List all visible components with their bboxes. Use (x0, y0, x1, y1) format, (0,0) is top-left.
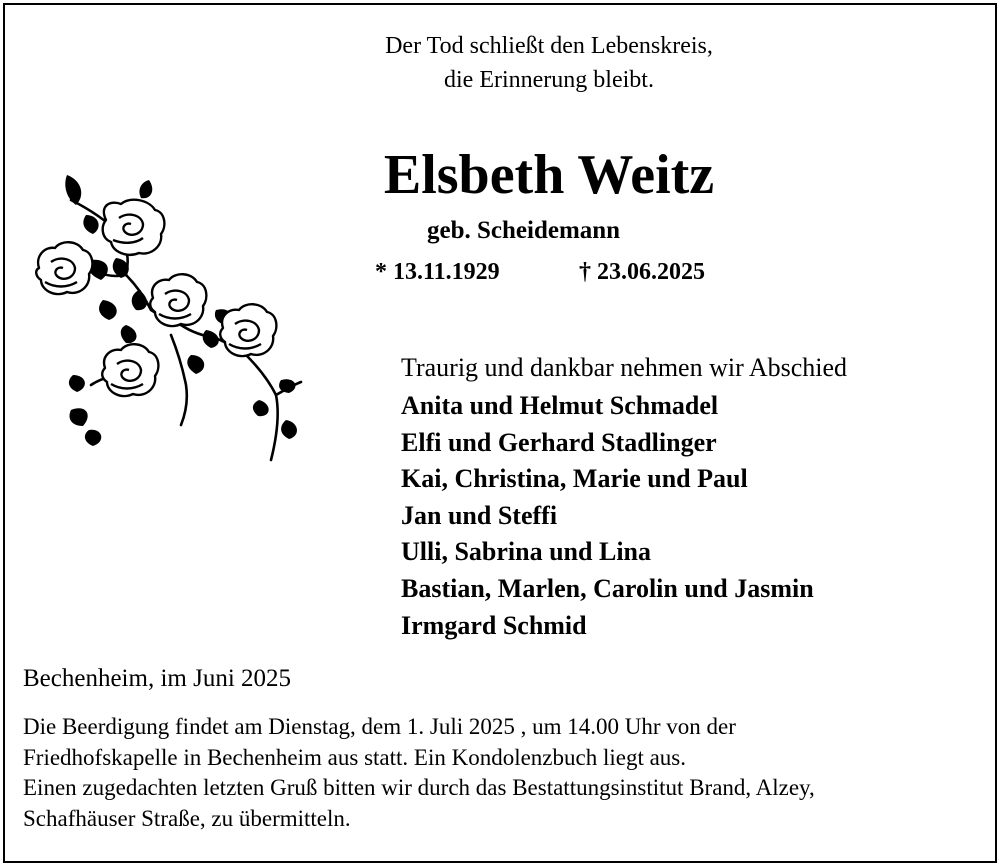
mourner-name: Elfi und Gerhard Stadlinger (401, 427, 717, 457)
mourner-name: Ulli, Sabrina und Lina (401, 537, 651, 567)
roses-icon (31, 160, 321, 470)
motto-line-1: Der Tod schließt den Lebenskreis, (385, 33, 713, 59)
notice-line: Die Beerdigung findet am Dienstag, dem 1. Juli 2025 , um 14.00 Uhr von der (23, 714, 736, 739)
mourner-name: Kai, Christina, Marie und Paul (401, 464, 748, 494)
mourner-name: Jan und Steffi (401, 500, 558, 530)
motto-line-2: die Erinnerung bleibt. (444, 67, 654, 93)
notice-line: Friedhofskapelle in Bechenheim aus statt. Ein Kondolenzbuch liegt aus. (23, 744, 687, 770)
birth-date: * 13.11.1929 (375, 259, 500, 285)
death-date: † 23.06.2025 (579, 259, 705, 285)
mourners-list (401, 388, 814, 644)
mourner-name: Bastian, Marlen, Carolin und Jasmin (401, 573, 814, 603)
mourner-name: Irmgard Schmid (401, 610, 587, 640)
notice-line: Schafhäuser Straße, zu übermitteln. (23, 806, 351, 832)
mourners-intro: Traurig und dankbar nehmen wir Abschied (401, 353, 848, 382)
birth-name: geb. Scheidemann (427, 217, 621, 244)
notice-line: Einen zugedachten letzten Gruß bitten wir durch das Bestattungsinstitut Brand, Alzey, (23, 775, 815, 801)
deceased-name: Elsbeth Weitz (383, 144, 715, 206)
place-date: Bechenheim, im Juni 2025 (23, 665, 292, 692)
obituary-card (3, 3, 997, 863)
funeral-notice (23, 712, 815, 835)
mourner-name: Anita und Helmut Schmadel (401, 391, 719, 420)
